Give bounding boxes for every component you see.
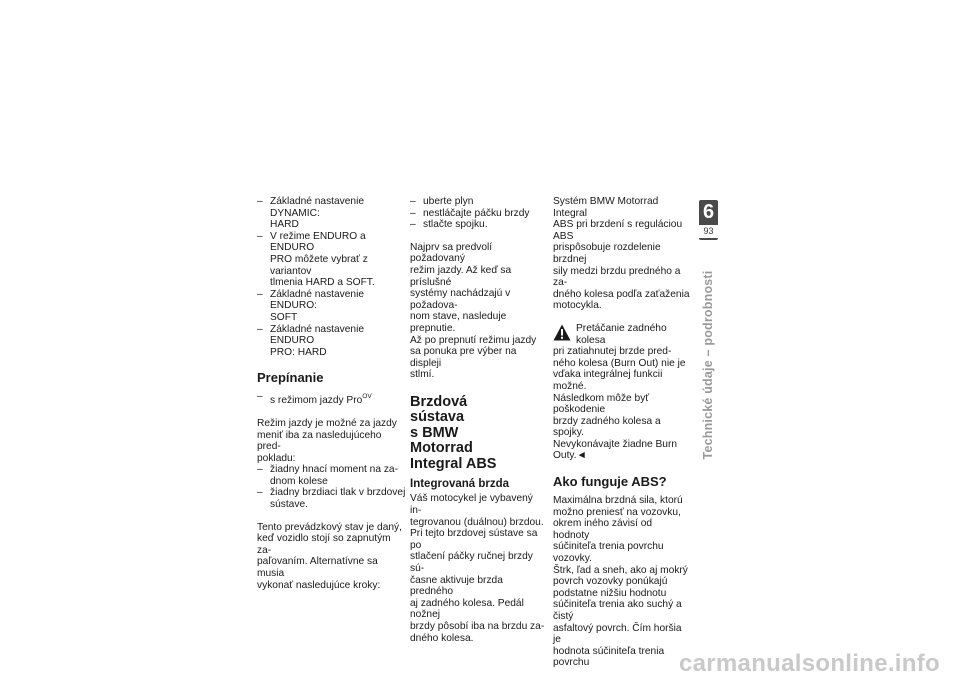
list-item: – žiadny hnací moment na za- dnom kolese	[257, 464, 407, 487]
paragraph: Systém BMW Motorrad Integral ABS pri brzdení s reguláciou ABS prispôsobuje rozdelenie brzdnej sily medzi brzdu predného a za- dného kolesa podľa zaťaženia motocykla.	[553, 196, 690, 312]
paragraph: Maximálna brzdná sila, ktorú možno preniesť na vozovku, okrem iného závisí od hodnoty súčiniteľa trenia povrchu vozovky. Štrk, ľad a sneh, ako aj mokrý povrch vozovky ponúkajú podstatne nižšiu hodnotu súčiniteľa trenia ako suchý a čistý asfaltový povrch. Čím horšia je hodnota súčiniteľa trenia povrchu	[553, 495, 688, 669]
page-number: 93	[699, 225, 718, 238]
paragraph: Režim jazdy je možné za jazdy meniť iba za nasledujúceho pred- pokladu:	[257, 417, 397, 464]
text-column-3	[553, 196, 690, 669]
section-heading-brake-system: Brzdová sústava s BMW Motorrad Integral ABS	[410, 393, 497, 472]
section-heading-switching: Prepínanie	[257, 370, 324, 386]
list-item: – Základné nastavenie ENDURO PRO: HARD	[257, 324, 407, 359]
paragraph: Váš motocykel je vybavený in- tegrovanou (duálnou) brzdou. Pri tejto brzdovej sústave sa po stlačení páčky ručnej brzdy sú- časne aktivuje brzda predného aj zadného kolesa. Pedál nožnej brzdy pôsobí iba na brzdu za- dného kolesa.	[410, 493, 545, 644]
warning-notice: Pretáčanie zadného kolesa pri zatiahnutej brzde pred- ného kolesa (Burn Out) nie je vďaka integrálnej funkcii možné. Následkom môže byť poškodenie brzdy zadného kolesa a spojky. Nevykonávajte žiadne Burn Outy.◄	[553, 322, 686, 462]
end-mark: ◄	[576, 450, 587, 462]
list-item: – V režime ENDURO a ENDURO PRO môžete vybrať z variantov tlmenia HARD a SOFT.	[257, 231, 407, 289]
list-item: – žiadny brzdiaci tlak v brzdovej sústave.	[257, 487, 407, 510]
list-item: – Základné nastavenie DYNAMIC: HARD	[257, 196, 407, 231]
condition-list	[257, 464, 407, 510]
list-item: – nestláčajte páčku brzdy	[410, 208, 546, 220]
text-column-2	[410, 196, 546, 644]
chapter-title-vertical: Technické údaje – podrobnosti	[701, 270, 715, 460]
watermark: carmanualsonline.info	[678, 650, 940, 677]
text-column-1	[257, 196, 407, 591]
list-item: – s režimom jazdy Pro$^{OV}$	[257, 391, 407, 407]
subheading-integral-brake: Integrovaná brzda	[410, 478, 510, 491]
list-item: – stlačte spojku.	[410, 219, 546, 231]
option-superscript: OV	[362, 393, 372, 401]
list-item: – Základné nastavenie ENDURO: SOFT	[257, 289, 407, 324]
list-item: – uberte plyn	[410, 196, 546, 208]
warning-triangle-icon	[553, 324, 571, 341]
suspension-settings-list	[257, 196, 407, 358]
section-heading-how-abs-works: Ako funguje ABS?	[553, 474, 667, 490]
paragraph: Najprv sa predvolí požadovaný režim jazdy. Až keď sa príslušné systémy nachádzajú v požadova- nom stave, nasleduje prepnutie. Až po prepnutí režimu jazdy sa ponuka pre výber na displeji stlmí.	[410, 241, 537, 381]
chapter-number: 6	[702, 201, 715, 223]
paragraph: Tento prevádzkový stav je daný, keď vozidlo stojí so zapnutým za- paľovaním. Alternatívne sa musia vykonať nasledujúce kroky:	[257, 521, 402, 591]
mode-list	[257, 391, 407, 407]
steps-list	[410, 196, 546, 231]
